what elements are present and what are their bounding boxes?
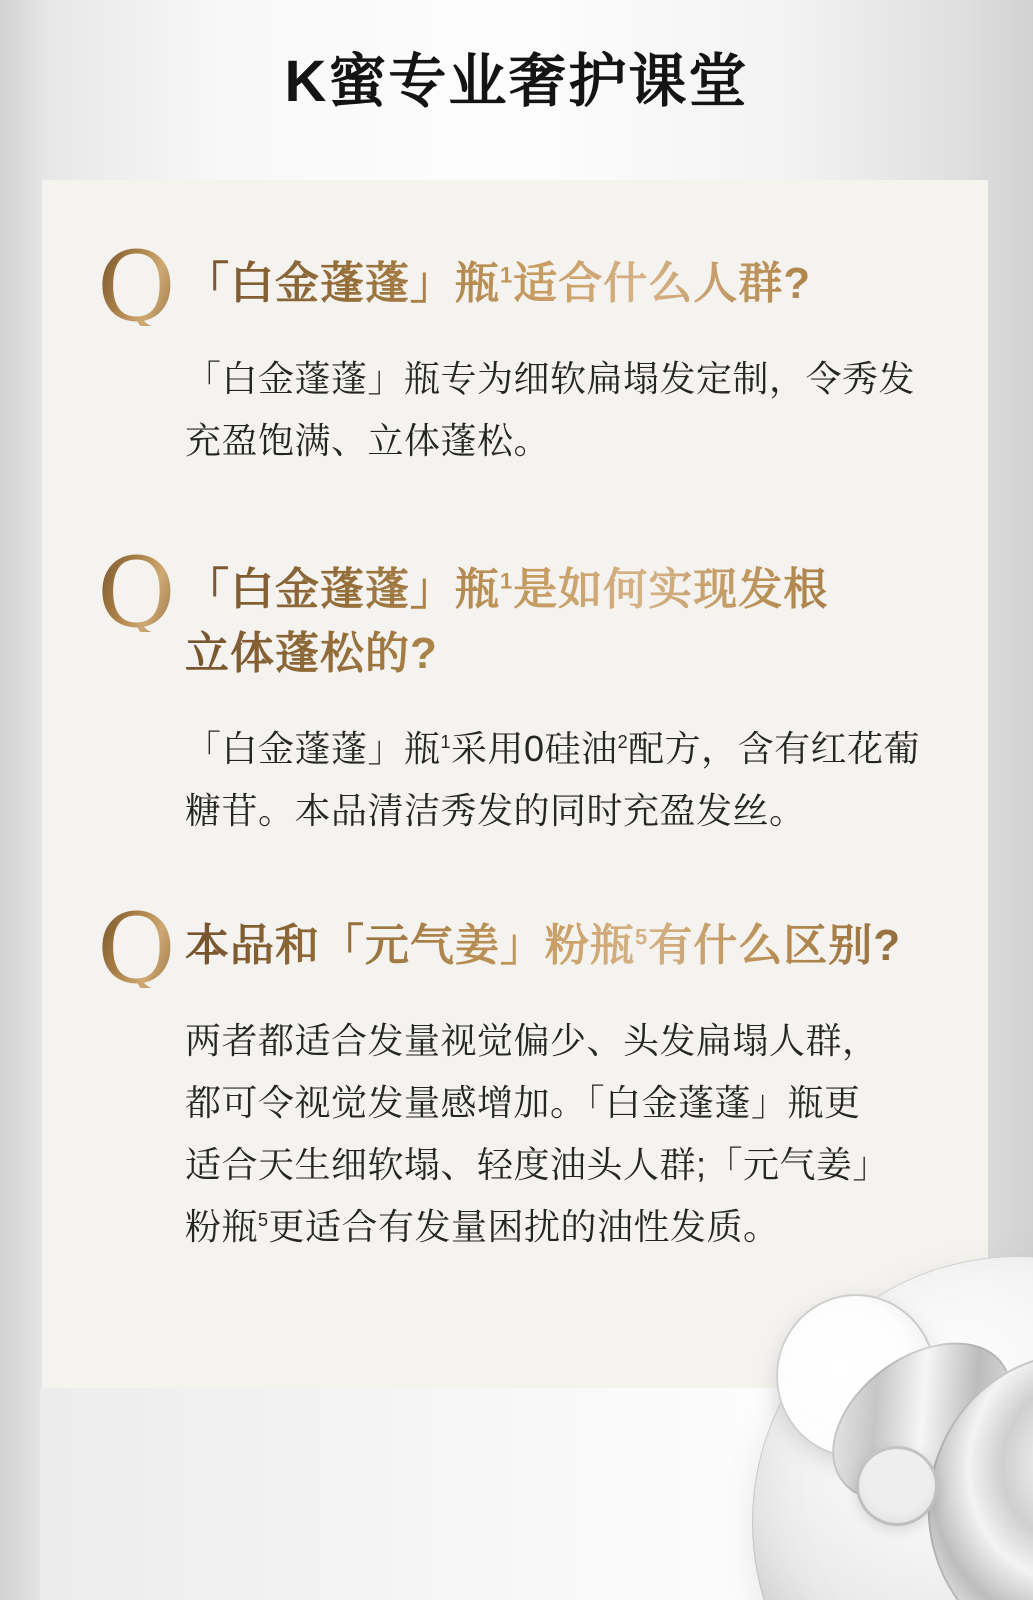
superscript-footnote: 1 xyxy=(500,568,514,594)
qa-card xyxy=(42,180,988,1388)
qa-item xyxy=(97,537,948,842)
answer-text xyxy=(185,348,948,472)
qa-item xyxy=(97,893,948,1258)
superscript-footnote: 1 xyxy=(500,262,514,288)
q-letter-column xyxy=(97,537,185,649)
q-letter: Q xyxy=(97,554,185,632)
question-line: 「白金蓬蓬」瓶$^1$适合什么人群? xyxy=(185,259,812,308)
question-text xyxy=(185,558,948,686)
qa-body xyxy=(185,558,948,842)
answer-line: 充盈饱满、立体蓬松。 xyxy=(185,420,551,461)
answer-line: 两者都适合发量视觉偏少、头发扁塌人群， xyxy=(185,1020,879,1061)
question-text xyxy=(185,914,948,978)
q-letter-column xyxy=(97,893,185,1005)
q-letter-column xyxy=(97,231,185,343)
superscript-footnote: 2 xyxy=(617,732,629,752)
question-text xyxy=(185,252,948,316)
answer-line: 「白金蓬蓬」瓶专为细软扁塌发定制，令秀发 xyxy=(185,358,916,399)
answer-text xyxy=(185,1010,948,1258)
answer-line: 适合天生细软塌、轻度油头人群;「元气姜」 xyxy=(185,1144,890,1185)
superscript-footnote: 1 xyxy=(440,732,452,752)
answer-line: 糖苷。本品清洁秀发的同时充盈发丝。 xyxy=(185,790,806,831)
q-letter: Q xyxy=(97,248,185,326)
bottom-section-background xyxy=(40,1388,1033,1600)
superscript-footnote: 5 xyxy=(258,1210,269,1230)
question-line: 本品和「元气姜」粉瓶$^5$有什么区别? xyxy=(185,921,902,970)
qa-item xyxy=(97,231,948,472)
answer-line: 「白金蓬蓬」瓶$^1$采用0硅油$^2$配方，含有红花葡 xyxy=(185,728,921,769)
page-title: K蜜专业奢护课堂 xyxy=(284,49,749,114)
question-line: 「白金蓬蓬」瓶$^1$是如何实现发根 xyxy=(185,565,829,614)
qa-body xyxy=(185,252,948,472)
answer-line: 都可令视觉发量感增加。「白金蓬蓬」瓶更 xyxy=(185,1082,861,1123)
superscript-footnote: 5 xyxy=(635,924,649,950)
answer-line: 粉瓶$^5$更适合有发量困扰的油性发质。 xyxy=(185,1206,780,1247)
question-line: 立体蓬松的? xyxy=(185,629,438,678)
q-letter: Q xyxy=(97,910,185,988)
qa-body xyxy=(185,914,948,1258)
answer-text xyxy=(185,718,948,842)
